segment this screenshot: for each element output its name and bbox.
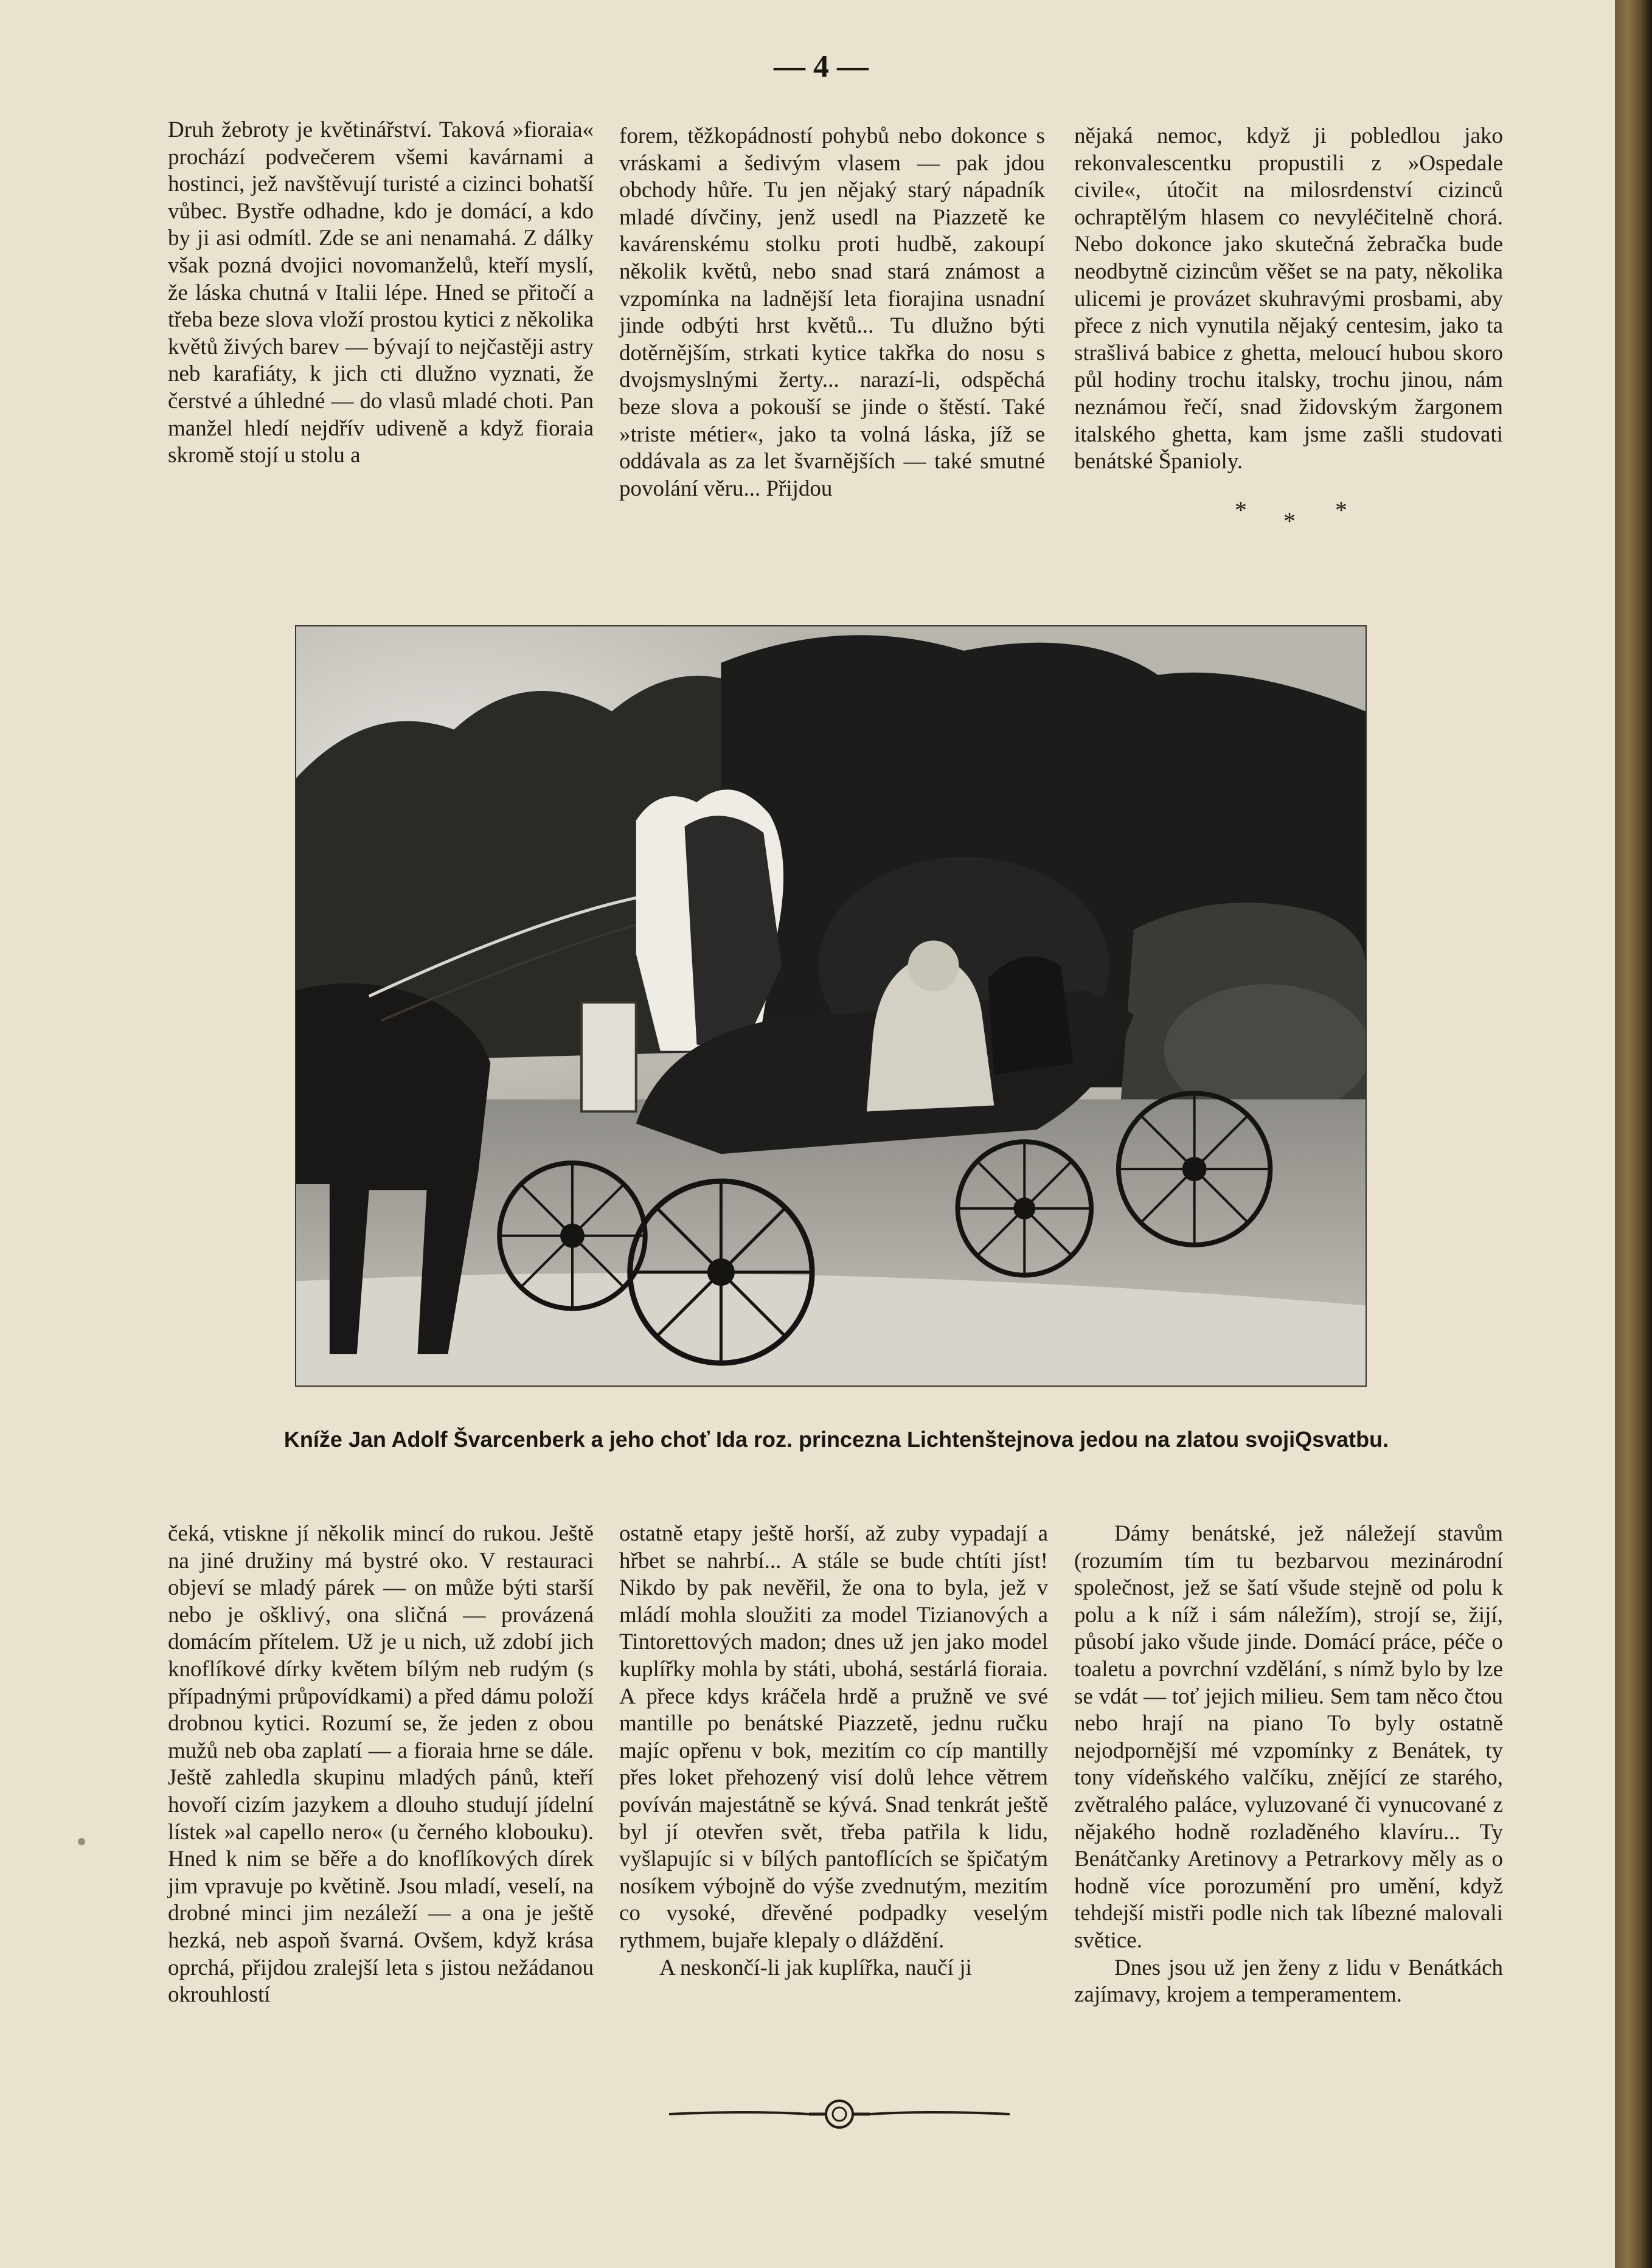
paper-speck — [78, 1838, 85, 1845]
asterisk: * — [1335, 496, 1347, 524]
article-column-2: forem, těžkopádností pohybů nebo dokonce s vráskami a šedivým vlasem — pak jdou obchody hůře. Tu jen nějaký starý nápadník mladé dívčiny, jenž usedl na Piazzetě ke kavárenskému stolku proti hudbě, zakoupí několik květů, nebo snad stará známost a vzpomínka na ladnější leta fiorajina usnadní jinde odbýti hrst květů... Tu dlužno býti dotěrnějším, strkati kytice takřka do nosu s dvojsmyslnými žerty... narazí-li, odspěchá beze slova a pokouší se jinde o štěstí. Také »triste métier«, jako ta volná láska, jíž se oddávala as za let švarnějších — také smutné povolání věru... Přijdou — [619, 123, 1045, 501]
binding-edge — [1615, 0, 1652, 2268]
article-column-1: Druh žebroty je květinářství. Taková »fioraia« prochází podvečerem všemi kavárnami a hostinci, jež navštěvují turisté a cizinci bohatší vůbec. Bystře odhadne, kdo je domácí, a kdo by ji asi odmítl. Zde se ani nenamahá. Z dálky však pozná dvojici novomanželů, kteří myslí, že láska chutná v Italii lépe. Hned se přitočí a třeba beze slova vloží prostou kytici z několika květů živých barev — bývají to nejčastěji astry neb karafiáty, k jich cti dlužno vyznati, že čerstvé a úhledné — do vlasů mladé choti. Pan manžel hledí nejdřív udiveně a když fioraia skromě stojí u stolu a — [168, 117, 594, 468]
article-column-6 — [1074, 1521, 1503, 2009]
carriage-photo-illustration — [296, 626, 1366, 1385]
paragraph: Dnes jsou už jen ženy z lidu v Benátkách zajímavy, krojem a temperamentem. — [1074, 1955, 1503, 2008]
photograph-carriage — [295, 625, 1367, 1387]
paragraph: ostatně etapy ještě horší, až zuby vypadají a hřbet se nahrbí... A stále se bude chtíti jíst! Nikdo by pak nevěřil, že ona to byla, jež v mládí mohla sloužiti za model Tizianových a Tintorettových madon; dnes už jen jako model kuplířky mohla by státi, ubohá, sestárlá fioraia. A přece kdys kráčela hrdě a pružně ve své mantille po benátské Piazzetě, jednu ručku majíc opřenu v bok, mezitím co cíp mantilly přes loket přehozený visí dolů lehce větrem povíván majestátně se kývá. Snad tenkrát ještě byl jí otevřen svět, třeba patřila k lidu, vyšlapujíc si v bílých pantoflících se špičatým nosíkem výbojně do výše zvednutým, mezitím co vysoké, dřevěné podpadky veselým rythmem, bujaře klepaly o dláždění. — [619, 1521, 1048, 1953]
front-wheel — [499, 1163, 645, 1308]
asterisk: * — [1235, 496, 1247, 524]
ornament-rule-graphic — [657, 2097, 1022, 2131]
paragraph: A neskončí-li jak kuplířka, naučí ji — [659, 1955, 972, 1980]
page-number: — 4 — — [774, 49, 869, 84]
article-column-5 — [619, 1521, 1048, 1982]
end-ornament — [657, 2097, 1022, 2131]
asterisk: * — [1283, 507, 1296, 535]
paragraph: Dámy benátské, jež náležejí stavům (rozumím tím tu bezbarvou mezinárodní společnost, jež se šatí všude stejně od polu k polu a k níž i sám náležím), strojí se, žijí, působí jako všude jinde. Domácí práce, péče o toaletu a povrchní vzdělání, s nímž bylo by lze se vdát — toť jejich milieu. Sem tam něco čtou nebo hrají na piano To byly ostatně nejodpornější mé vzpomínky z Benátek, ty tony vídeňského valčíku, znějící ze starého, zvětralého paláce, vyluzované či vynucované z nějakého hodně rozladěného klavíru... Ty Benátčanky Aretinovy a Petrarkovy měly as o hodně více porozumění pro umění, když tehdejší mistři podle nich tak líbezné malovali světice. — [1074, 1521, 1503, 1953]
near-front-wheel — [630, 1181, 812, 1363]
near-rear-wheel — [958, 1142, 1092, 1275]
section-break-asterisks — [1223, 496, 1362, 535]
rear-wheel — [1119, 1094, 1270, 1245]
article-column-3: nějaká nemoc, když ji pobledlou jako rekonvalescentku propustili z »Ospedale civile«, útočit na milosrdenství cizinců ochraptělým hlasem co nevyléčitelně chorá. Nebo dokonce jako skutečná žebračka bude neodbytně cizincům věšet se na paty, několika ulicemi je provázet skuhravými prosbami, aby přece z nich vynutila nějaký centesim, jako ta strašlivá babice z ghetta, meloucí hubou skoro půl hodiny trochu italsky, trochu jinou, nám neznámou řečí, snad židovským žargonem italského ghetta, kam jsme zašli studovati benátské Španioly. — [1074, 123, 1503, 474]
article-column-4: čeká, vtiskne jí několik mincí do rukou. Ještě na jiné družiny má bystré oko. V restauraci objeví se mladý párek — on může býti starší nebo je ošklivý, ona sličná — provázená domácím přítelem. Už je u nich, už zdobí jich knoflíkové dírky květem bílým neb rudým (s případnými průpovídkami) a před dámu položí drobnou kytici. Rozumí se, že jeden z obou mužů neb oba zaplatí — a fioraia hrne se dále. Ještě zahledla skupinu mladých pánů, kteří hovoří cizím jazykem a dlouho studují jídelní lístek »al capello nero« (u černého klobouku). Hned k nim se běře a do knoflíkových dírek jim vpravuje po květině. Jsou mladí, veselí, na drobné minci jim nezáleží — a ona je ještě hezká, neb aspoň švarná. Ovšem, když krása oprchá, přijdou zralejší leta s jistou nežádanou okrouhlostí — [168, 1521, 594, 2008]
photo-caption: Kníže Jan Adolf Švarcenberk a jeho choť Ida roz. princezna Lichtenštejnova jedou na zlatou svojiQsvatbu. — [283, 1427, 1389, 1452]
